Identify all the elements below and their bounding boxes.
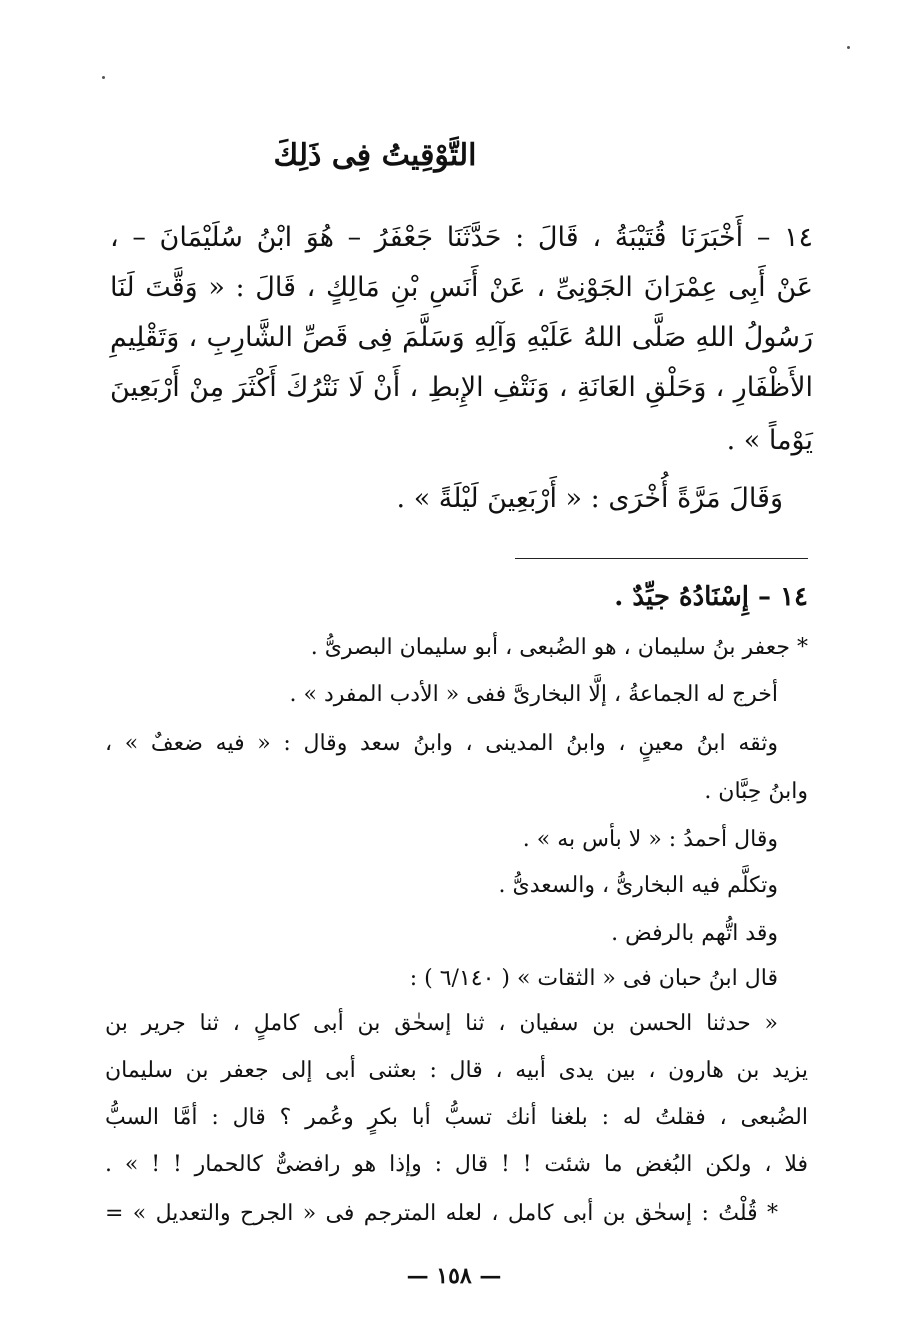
hadith-line-2: عَنْ أَبِى عِمْرَانَ الجَوْنِىِّ ، عَنْ أَنَسِ بْنِ مَالِكٍ ، قَالَ : « وَقَّتَ لَنَا	[110, 272, 813, 303]
footnote-quote-line: يزيد بن هارون ، بين يدى أبيه ، قال : بعثنى أبى إلى جعفر بن سليمان	[105, 1058, 808, 1083]
footnote-quote-line: « حدثنا الحسن بن سفيان ، ثنا إسحٰق بن أبى كاملٍ ، ثنا جرير بن	[105, 1011, 778, 1036]
chapter-heading: التَّوْقِيتُ فِى ذَلِكَ	[273, 138, 477, 173]
page-number: — ١٥٨ —	[406, 1263, 502, 1289]
footnote-line: وثقه ابنُ معينٍ ، وابنُ المدينى ، وابنُ سعد وقال : « فيه ضعفٌ » ،	[105, 731, 778, 756]
footnote-divider	[515, 558, 808, 559]
speck-mark	[847, 46, 850, 49]
hadith-line-3: رَسُولُ اللهِ صَلَّى اللهُ عَلَيْهِ وَآلِهِ وَسَلَّمَ فِى قَصِّ الشَّارِبِ ، وَتَقْلِيمِ	[110, 322, 813, 353]
footnote-heading: ١٤ – إِسْنَادُهُ جيِّدٌ .	[614, 582, 808, 612]
footnote-line: وقد اتُّهم بالرفض .	[611, 921, 778, 946]
footnote-line: وابنُ حِبَّان .	[704, 779, 808, 804]
footnote-quote-line: فلا ، ولكن البُغض ما شئت ! ! قال : وإذا هو رافضىٌّ كالحمار ! ! » .	[105, 1152, 808, 1177]
footnote-line: وتكلَّم فيه البخارىُّ ، والسعدىُّ .	[498, 873, 778, 898]
hadith-alt-narration: وَقَالَ مَرَّةً أُخْرَى : « أَرْبَعِينَ لَيْلَةً » .	[396, 483, 783, 514]
footnote-line: * قُلْتُ : إسحٰق بن أبى كامل ، لعله المترجم فى « الجرح والتعديل » =	[105, 1201, 778, 1226]
footnote-line: * جعفر بنُ سليمان ، هو الضُبعى ، أبو سليمان البصرىُّ .	[310, 635, 808, 660]
hadith-line-5: يَوْماً » .	[726, 425, 813, 456]
speck-mark	[102, 76, 105, 79]
hadith-line-4: الأَظْفَارِ ، وَحَلْقِ العَانَةِ ، وَنَتْفِ الإِبطِ ، أَنْ لَا نَتْرُكَ أَكْثَرَ مِنْ أَرْبَعِينَ	[110, 372, 813, 403]
footnote-line: وقال أحمدُ : « لا بأس به » .	[522, 827, 778, 852]
hadith-line-1: ١٤ – أَخْبَرَنَا قُتَيْبَةُ ، قَالَ : حَدَّثَنَا جَعْفَرُ – هُوَ ابْنُ سُلَيْمَانَ – ،	[110, 222, 813, 253]
footnote-line: قال ابنُ حبان فى « الثقات » ( ٦/١٤٠ ) :	[409, 966, 778, 991]
footnote-line: أخرج له الجماعةُ ، إلَّا البخارىَّ ففى « الأدب المفرد » .	[289, 682, 778, 707]
footnote-quote-line: الضُبعى ، فقلتُ له : بلغنا أنك تسبُّ أبا بكرٍ وعُمر ؟ قال : أمَّا السبُّ	[105, 1105, 808, 1130]
